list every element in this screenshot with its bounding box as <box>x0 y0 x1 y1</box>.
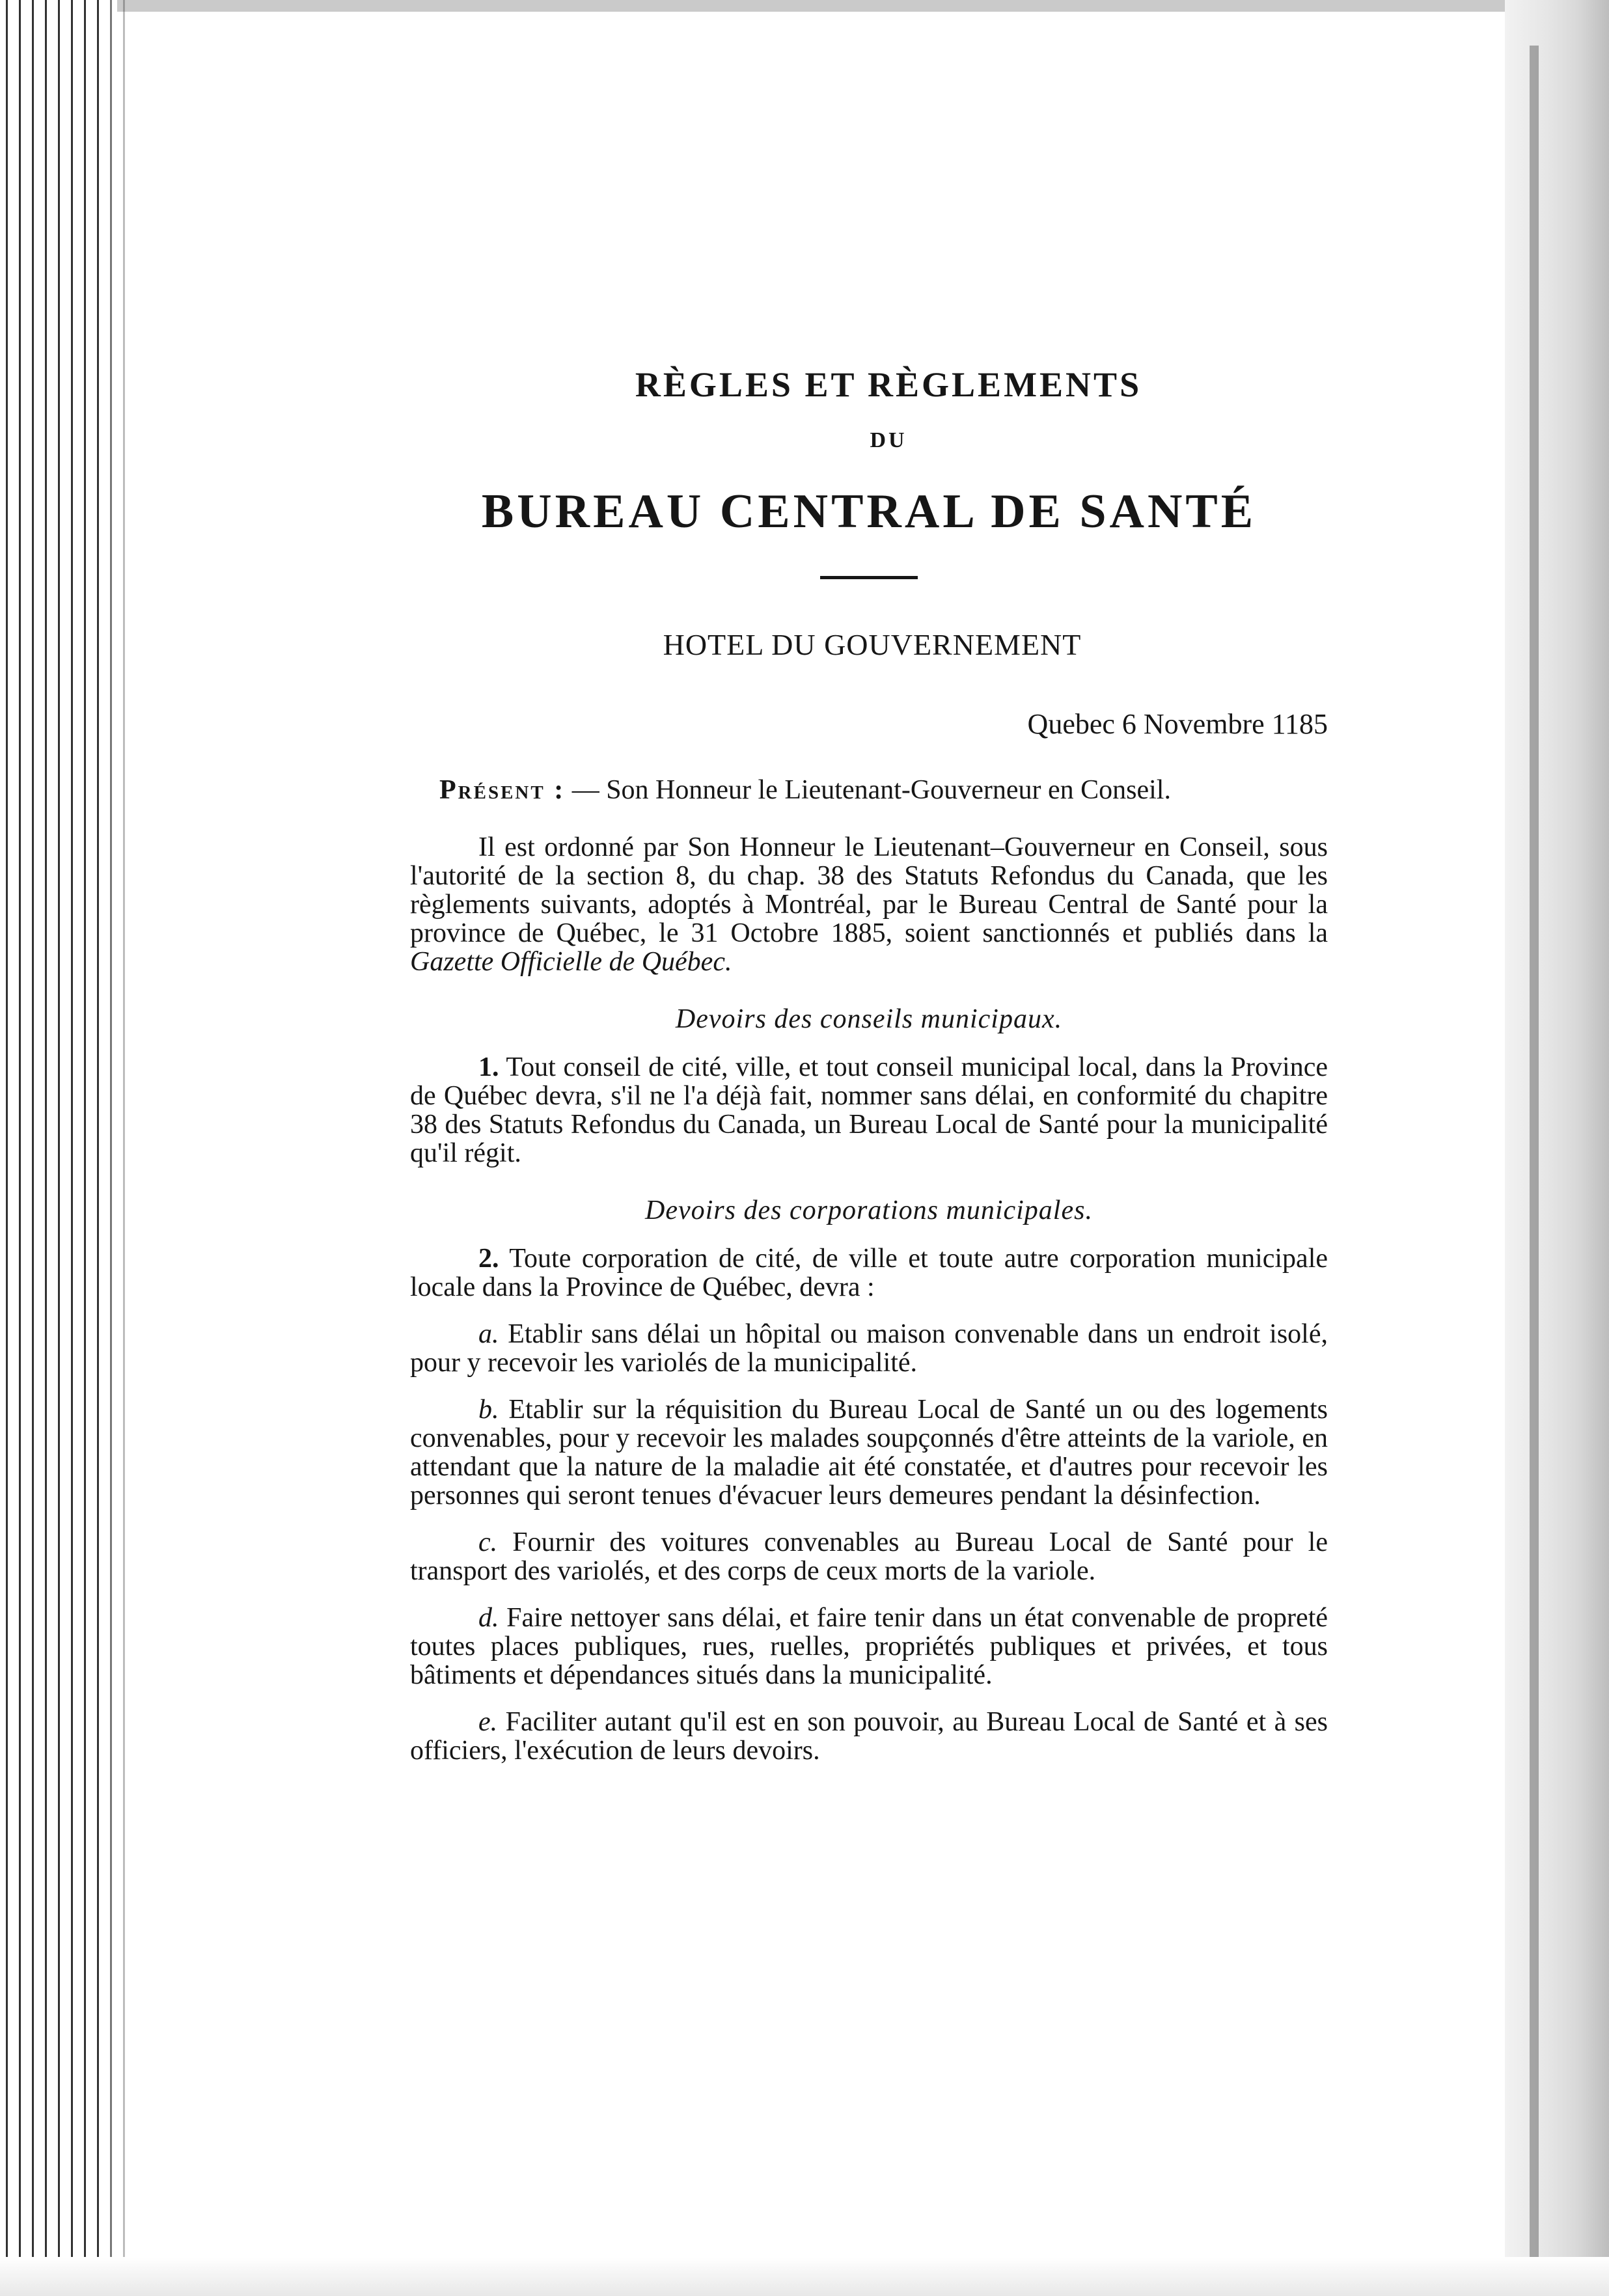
section-heading-2: Devoirs des corporations municipales. <box>645 1196 1093 1225</box>
list-item-letter: b. <box>478 1395 499 1425</box>
list-item-text: Faire nettoyer sans délai, et faire tenir dans un état convenable de propreté toutes places publiques, rues, ruelles, propriétés publiques et privées, et tous bâtiments et dépendances situés dans la municipalité. <box>410 1603 1328 1690</box>
page-top-edge <box>117 0 1510 12</box>
section-1-number: 1. <box>478 1052 499 1082</box>
book-page-edge-fade <box>98 0 137 2296</box>
document-date: Quebec 6 Novembre 1185 <box>1027 708 1328 740</box>
present-text: — Son Honneur le Lieutenant-Gouverneur en Conseil. <box>571 775 1171 805</box>
list-item-e <box>410 1708 1328 1765</box>
section-2-paragraph <box>410 1244 1328 1302</box>
section-1-paragraph <box>410 1053 1328 1168</box>
present-label: Présent : <box>439 775 566 805</box>
list-item-text: Fournir des voitures convenables au Bureau Local de Santé pour le transport des variolés, et des corps de ceux morts de la variole. <box>410 1527 1328 1586</box>
list-item-letter: c. <box>478 1527 498 1557</box>
document-page <box>410 364 1328 1765</box>
page-bottom-edge <box>0 2257 1609 2296</box>
list-item-letter: d. <box>478 1603 499 1633</box>
section-1-text: Tout conseil de cité, ville, et tout conseil municipal local, dans la Province de Québec devra, s'il ne l'a déjà fait, nommer sans délai, en conformité du chapitre 38 des Statuts Refondus du Canada, un Bureau Local de Santé pour la municipalité qu'il régit. <box>410 1052 1328 1168</box>
document-title-line-3: BUREAU CENTRAL DE SANTÉ <box>481 485 1257 538</box>
section-2-text: Toute corporation de cité, de ville et toute autre corporation municipale locale dans la Province de Québec, devra : <box>410 1244 1328 1302</box>
present-line <box>439 774 1328 806</box>
intro-paragraph <box>410 833 1328 976</box>
list-item-b <box>410 1395 1328 1510</box>
book-spine-line <box>1530 46 1539 2258</box>
list-item-c <box>410 1528 1328 1585</box>
list-item-d <box>410 1604 1328 1689</box>
list-item-text: Etablir sans délai un hôpital ou maison convenable dans un endroit isolé, pour y recevoir les variolés de la municipalité. <box>410 1319 1328 1378</box>
list-item-letter: a. <box>478 1319 499 1349</box>
document-subtitle: HOTEL DU GOUVERNEMENT <box>663 628 1082 661</box>
intro-italic-text: Gazette Officielle de Québec. <box>410 947 732 977</box>
intro-text: Il est ordonné par Son Honneur le Lieutenant–Gouverneur en Conseil, sous l'autorité de la section 8, du chap. 38 des Statuts Refondus du Canada, que les règlements suivants, adoptés à Montréal, par le Bureau Central de Santé pour la province de Québec, le 31 Octobre 1885, soient sanctionnés et publiés dans la <box>410 832 1328 948</box>
section-2-number: 2. <box>478 1244 499 1274</box>
book-page-edge-right <box>1505 0 1609 2296</box>
list-item-a <box>410 1320 1328 1377</box>
list-item-text: Faciliter autant qu'il est en son pouvoir, au Bureau Local de Santé et à ses officiers, l'exécution de leurs devoirs. <box>410 1707 1328 1766</box>
list-item-text: Etablir sur la réquisition du Bureau Local de Santé un ou des logements convenables, pour y recevoir les malades soupçonnés d'être atteints de la variole, en attendant que la nature de la maladie ait été constatée, et d'autres pour recevoir les personnes qui seront tenues d'évacuer leurs demeures pendant la désinfection. <box>410 1395 1328 1510</box>
list-item-letter: e. <box>478 1707 498 1737</box>
title-divider <box>820 576 918 579</box>
document-title-line-2: DU <box>870 428 907 452</box>
document-title-line-1: RÈGLES ET RÈGLEMENTS <box>635 365 1142 404</box>
section-heading-1: Devoirs des conseils municipaux. <box>675 1004 1063 1034</box>
